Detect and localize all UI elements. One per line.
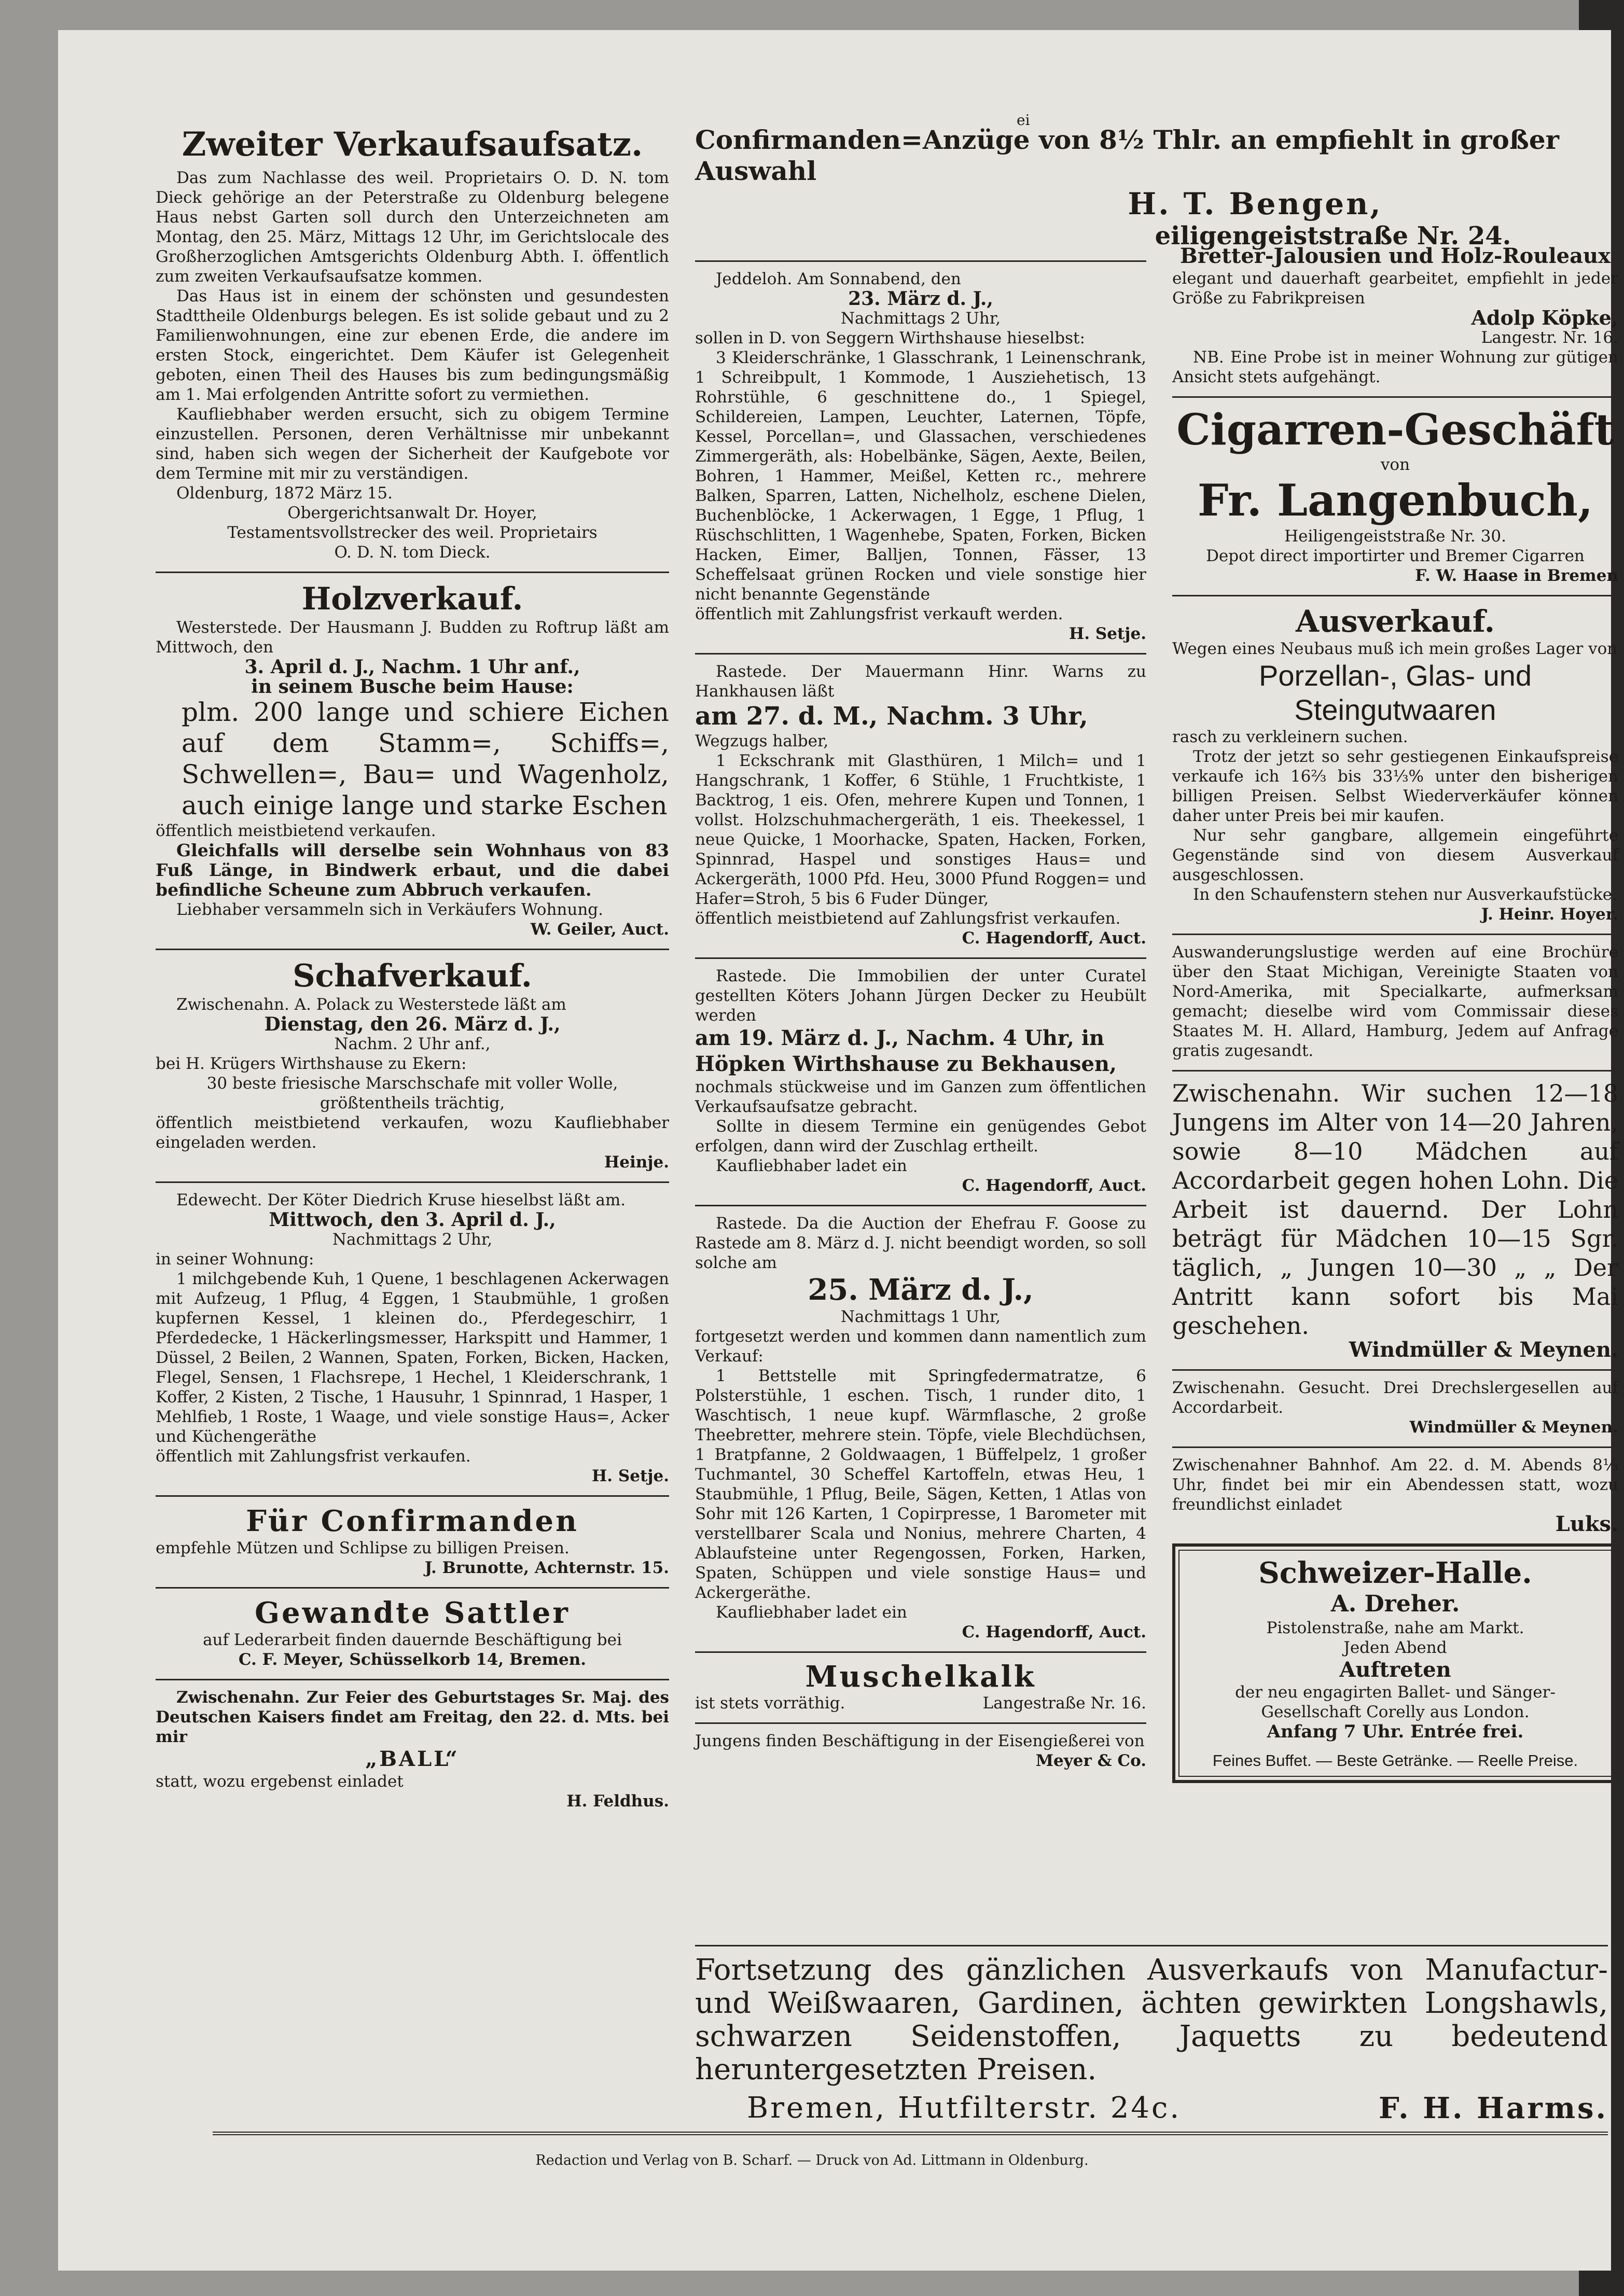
ad-highlight: Auftreten <box>1339 1658 1451 1682</box>
divider <box>1172 1369 1618 1371</box>
ad-date-bold: 23. März d. J., <box>848 288 993 310</box>
ad-text: öffentlich mit Zahlungsfrist verkaufen. <box>156 1447 471 1466</box>
divider <box>695 1651 1146 1653</box>
ad-firm: Adolp Köpke, <box>1471 306 1618 329</box>
ad-address: Pistolenstraße, nahe am Markt. <box>1266 1619 1524 1637</box>
ad-fuer-confirmanden <box>156 1504 669 1578</box>
ad-footer-row <box>695 2092 1608 2125</box>
ad-firm: A. Dreher. <box>1330 1591 1460 1617</box>
ad-address: Heiligengeiststraße Nr. 30. <box>1284 527 1506 546</box>
ad-text: der neu engagirten Ballet- und Sänger-Gesellschaft Corelly aus London. <box>1235 1683 1556 1721</box>
ad-title: Zweiter Verkaufsaufsatz. <box>182 125 643 164</box>
ad-signature: H. Feldhus. <box>566 1792 669 1811</box>
divider <box>1172 396 1618 398</box>
ad-signature: H. Setje. <box>591 1467 669 1485</box>
ad-text: statt, wozu ergebenst einladet <box>156 1772 404 1791</box>
ad-location-bold: in seinem Busche beim Hause: <box>251 676 574 698</box>
divider <box>1172 1446 1618 1448</box>
ad-text: nochmals stückweise und im Ganzen zum öffentlichen Verkaufsaufsatze gebracht. <box>695 1078 1146 1116</box>
ad-text: 1 Bettstelle mit Springfedermatratze, 6 Polsterstühle, 1 eschen. Tisch, 1 runder dito, 1 Waschtisch, 1 neue kupf. Wärmflasche, 2 große Theebretter, mehrere stein. Töpfe, viele Blechdüchsen, 1 Bratpfanne, 2 Goldwaagen, 1 Büffelpelz, 1 großer Tuchmantel, 30 Scheffel Kartoffeln, etwas Heu, 1 Staubmühle, 1 Pflug, Beile, Sägen, Ketten, 1 Atlas von Sohr mit 126 Karten, 1 Copirpresse, 1 Barometer mit verstellbarer Scala und Nonius, mehrere Charten, 4 Ablaufsteine unter Regengossen, Forken, Harken, Spaten, Schüppen und viele sonstige Haus= und Ackergeräthe. <box>695 1367 1146 1602</box>
divider <box>156 949 669 950</box>
ad-title: Bretter-Jalousien und Holz-Rouleaux <box>1180 244 1611 268</box>
ad-text: Nachm. 2 Uhr anf., <box>334 1035 491 1053</box>
ad-text: Zwischenahn. Gesucht. Drei Drechslergesellen auf Accordarbeit. <box>1172 1379 1618 1417</box>
ad-jeddeloh <box>695 269 1146 644</box>
ad-text: Das zum Nachlasse des weil. Proprietairs O. D. N. tom Dieck gehörige an der Peterstraße zu Oldenburg belegene Haus nebst Garten soll durch den Unterzeichneten am Montag, den 25. März, Mittags 12 Uhr, im Gerichtslocale des Großherzoglichen Amtsgerichts Oldenburg Abth. I. öffentlich zum zweiten Verkaufsaufsatze kommen. <box>156 169 669 286</box>
ad-text: Jeddeloh. Am Sonnabend, den <box>716 270 961 288</box>
ad-text: Nur sehr gangbare, allgemein eingeführte Gegenstände sind von diesem Ausverkauf ausgeschlossen. <box>1172 826 1618 884</box>
ad-text-bold: Zwischenahn. Zur Feier des Geburtstages Sr. Maj. des Deutschen Kaisers findet am Freitag, den 22. d. Mts. bei mir <box>156 1688 669 1746</box>
ad-text: Zwischenahn. A. Polack zu Westerstede läßt am <box>176 995 566 1014</box>
ad-holzverkauf <box>156 580 669 939</box>
ad-gewandte-sattler <box>156 1596 669 1669</box>
ad-title: Gewandte Sattler <box>255 1596 570 1630</box>
ad-text: 1 Eckschrank mit Glasthüren, 1 Milch= und 1 Hangschrank, 1 Koffer, 6 Stühle, 1 Fruchtkiste, 1 Backtrog, 1 eis. Ofen, mehrere Kupen und Tonnen, 1 vollst. Holzschuhmachergeräth, 1 eis. Theekessel, 1 neue Quicke, 1 Moorhacke, Spaten, Hacken, Forken, Spinnrad, Haspel und sonstiges Haus= und Ackergeräth, 1000 Pfd. Heu, 3000 Pfund Roggen= und Hafer=Stroh, 5 bis 6 Fuder Dünger, <box>695 752 1146 908</box>
ad-text: von <box>1380 455 1410 474</box>
ad-date-bold: 3. April d. J., Nachm. 1 Uhr anf., <box>244 656 580 678</box>
ad-text: Rastede. Die Immobilien der unter Curatel gestellten Köters Johann Jürgen Decker zu Heubült werden <box>695 967 1146 1025</box>
ad-address: Langestraße Nr. 16. <box>982 1694 1146 1713</box>
ad-text-large: Zwischenahn. Wir suchen 12—18 Jungens im Alter von 14—20 Jahren, sowie 8—10 Mädchen auf Accordarbeit gegen hohen Lohn. Die Arbeit ist dauernd. Der Lohn beträgt für Mädchen 10—15 Sgr. täglich, „ Jungen 10—30 „ „ Der Antritt kann sofort bis Mai geschehen. <box>1172 1079 1618 1340</box>
ad-highlight: 25. März d. J., <box>808 1273 1034 1307</box>
ad-confirmanden-anzuege <box>695 124 1608 251</box>
ad-title: Muschelkalk <box>805 1660 1036 1694</box>
ad-edewecht <box>156 1190 669 1486</box>
ad-jungens-eisengiesserei <box>695 1731 1146 1771</box>
divider <box>695 260 1146 262</box>
ad-address: Bremen, Hutfilterstr. 24c. <box>747 2091 1182 2125</box>
ad-text-bold: Anfang 7 Uhr. Entrée frei. <box>1267 1721 1524 1742</box>
divider <box>156 1495 669 1497</box>
ad-text: bei H. Krügers Wirthshause zu Ekern: <box>156 1054 467 1073</box>
ad-highlight: am 27. d. M., Nachm. 3 Uhr, <box>695 702 1088 731</box>
ad-signature: Windmüller & Meynen. <box>1409 1418 1618 1437</box>
ad-firm: H. T. Bengen, <box>1128 186 1383 221</box>
ad-address: Langestr. Nr. 16. <box>1481 328 1618 347</box>
ad-ball <box>156 1688 669 1811</box>
ad-text: Kaufliebhaber ladet ein <box>716 1603 907 1622</box>
ad-highlight: plm. 200 lange und schiere Eichen auf dem Stamm=, Schiffs=, Schwellen=, Bau= und Wagenholz, auch einige lange und starke Eschen <box>182 697 669 820</box>
ad-text: in seiner Wohnung: <box>156 1250 314 1269</box>
divider <box>1172 595 1618 596</box>
imprint-footer: Redaction und Verlag von B. Scharf. — Druck von Ad. Littmann in Oldenburg. <box>535 2152 1089 2168</box>
ad-text: Wegen eines Neubaus muß ich mein großes Lager von <box>1172 639 1618 658</box>
ad-text: Zwischenahner Bahnhof. Am 22. d. M. Abends 8⅓ Uhr, findet bei mir ein Abendessen statt, wozu freundlichst einladet <box>1172 1456 1618 1514</box>
ad-auswanderung <box>1172 942 1618 1061</box>
ad-rastede-goose <box>695 1214 1146 1642</box>
ad-text: Nachmittags 2 Uhr, <box>332 1230 493 1249</box>
ad-firm: F. H. Harms. <box>1379 2091 1608 2125</box>
ad-date-bold: Mittwoch, den 3. April d. J., <box>269 1209 556 1231</box>
ad-text-bold: Gleichfalls will derselbe sein Wohnhaus von 83 Fuß Länge, in Bindwerk erbaut, und die dabei befindliche Scheune zum Abbruch verkaufen. <box>156 840 669 900</box>
ad-schweizer-halle-box <box>1172 1543 1618 1783</box>
ad-text: 3 Kleiderschränke, 1 Glasschrank, 1 Leinenschrank, 1 Schreibpult, 1 Kommode, 1 Ausziehetisch, 13 Rohrstühle, 6 geschnittene do., 1 Spiegel, Schildereien, Lampen, Leuchter, Laternen, Töpfe, Kessel, Porcellan=, und Glassachen, verschiedenes Zimmergeräth, als: Hobelbänke, Sägen, Aexte, Beilen, Bohren, 1 Hammer, Meißel, Ketten rc., mehrere Balken, Sparren, Latten, Nichelholz, eschene Dielen, Buchenblöcke, 1 Ackerwagen, 1 Egge, 1 Pflug, 1 Rüschschlitten, 1 Wagenhebe, Spaten, Forken, Bicken Hacken, Eimer, Balljen, Tonnen, Fässer, 13 Scheffelsaat grünen Rocken und viele sonstige hier nicht benannte Gegenstände <box>695 349 1146 604</box>
ad-text-row <box>695 1693 1146 1713</box>
ad-signature: C. F. Meyer, Schüsselkorb 14, Bremen. <box>238 1650 587 1669</box>
ad-text: sollen in D. von Seggern Wirthshause hieselbst: <box>695 329 1085 347</box>
ad-text-large: Fortsetzung des gänzlichen Ausverkaufs von Manufactur- und Weißwaaren, Gardinen, ächten gewirkten Longshawls, schwarzen Seidenstoffen, Jaquetts zu bedeutend heruntergesetzten Preisen. <box>695 1953 1608 2086</box>
ad-text: Jungens finden Beschäftigung in der Eisengießerei von <box>695 1732 1145 1750</box>
ad-highlight: „BALL“ <box>365 1747 460 1771</box>
ad-title: Ausverkauf. <box>1296 604 1495 639</box>
ad-text: elegant und dauerhaft gearbeitet, empfiehlt in jeder Größe zu Fabrikpreisen <box>1172 269 1618 308</box>
ad-title: Holzverkauf. <box>301 581 523 617</box>
ad-title: Schafverkauf. <box>293 958 532 994</box>
ad-text: Nachmittags 1 Uhr, <box>840 1307 1001 1326</box>
ad-signature: Luks. <box>1555 1512 1618 1536</box>
ad-cigarren-geschaeft <box>1172 405 1618 586</box>
ad-harms-ausverkauf <box>695 1940 1608 2125</box>
ad-highlight: Porzellan-, Glas- und Steingutwaaren <box>1258 659 1532 726</box>
ad-text: 1 milchgebende Kuh, 1 Quene, 1 beschlagenen Ackerwagen mit Aufzeug, 1 Pflug, 4 Eggen, 1 Staubmühle, 1 großen kupfernen Kessel, 1 kleinen do., Pferdegeschirr, 1 Pferdedecke, 1 Häckerlingsmesser, Harkspitt und Hammer, 1 Düssel, 2 Beilen, 2 Wannen, Spaten, Forken, Bicken, Hacken, Flegel, Sensen, 1 Flachsrepe, 1 Hechel, 1 Kleiderschrank, 1 Koffer, 2 Kisten, 2 Tische, 1 Hausuhr, 1 Spinnrad, 1 Hasper, 1 Mehlfieb, 1 Roste, 1 Waage, und viele sonstige Haus=, Acker und Küchengeräthe <box>156 1270 669 1446</box>
ad-text: Liebhaber versammeln sich in Verkäufers Wohnung. <box>176 900 603 919</box>
ad-signature: Windmüller & Meynen. <box>1349 1338 1618 1362</box>
ad-signature: Meyer & Co. <box>1035 1751 1146 1770</box>
divider <box>156 1181 669 1183</box>
ad-zweiter-verkaufsaufsatz <box>156 124 669 562</box>
ad-bahnhof <box>1172 1455 1618 1534</box>
ad-bretter-jalousien <box>1172 244 1618 387</box>
ad-muschelkalk <box>695 1660 1146 1713</box>
ad-text: öffentlich meistbietend verkaufen, wozu Kaufliebhaber eingeladen werden. <box>156 1114 669 1152</box>
ad-text: Depot direct importirter und Bremer Cigarren <box>1206 547 1585 565</box>
ad-signature: W. Geiler, Auct. <box>530 920 669 939</box>
right-column <box>1172 244 1618 1783</box>
ad-text: F. W. Haase in Bremen <box>1415 566 1618 585</box>
ad-zwischenahn-jungens <box>1172 1079 1618 1360</box>
ad-title: Für Confirmanden <box>246 1504 579 1538</box>
ad-text: ist stets vorräthig. <box>695 1694 845 1713</box>
ad-schafverkauf <box>156 957 669 1172</box>
ad-signature: J. Brunotte, Achternstr. 15. <box>424 1559 669 1577</box>
divider <box>156 1679 669 1680</box>
ad-text: Edewecht. Der Köter Diedrich Kruse hieselbst läßt am. <box>176 1191 626 1209</box>
ad-ausverkauf <box>1172 604 1618 924</box>
ad-text: Nachmittags 2 Uhr, <box>840 309 1001 328</box>
ad-drechsler <box>1172 1378 1618 1437</box>
ad-text: Westerstede. Der Hausmann J. Budden zu Roftrup läßt am Mittwoch, den <box>156 618 669 657</box>
divider <box>695 653 1146 655</box>
ad-rastede-decker <box>695 966 1146 1195</box>
ad-date: Oldenburg, 1872 März 15. <box>176 484 393 503</box>
ad-headline: Confirmanden=Anzüge von 8½ Thlr. an empfiehlt in großer Auswahl <box>695 124 1559 186</box>
ad-highlight: am 19. März d. J., Nachm. 4 Uhr, in Höpken Wirthshause zu Bekhausen, <box>695 1026 1117 1076</box>
divider <box>695 1722 1146 1724</box>
ad-address: eiligengeiststraße Nr. 24. <box>1155 221 1511 251</box>
ad-signature: H. Setje. <box>1068 624 1146 643</box>
ad-text: Kaufliebhaber ladet ein <box>716 1157 907 1175</box>
ad-signature: Heinje. <box>604 1153 669 1172</box>
ad-signature: C. Hagendorff, Auct. <box>962 1176 1146 1195</box>
ad-text: Auswanderungslustige werden auf eine Brochüre über den Staat Michigan, Vereinigte Staaten von Nord-Amerika, mit Specialkarte, aufmerksam gemacht; dieselbe wird vom Commissair dieses Staates M. H. Allard, Hamburg, Jedem auf Anfrage gratis zugesandt. <box>1172 943 1618 1060</box>
ad-signature: Obergerichtsanwalt Dr. Hoyer, <box>287 504 537 522</box>
ad-text: empfehle Mützen und Schlipse zu billigen Preisen. <box>156 1539 570 1557</box>
divider <box>695 1945 1608 1946</box>
ad-text: Rastede. Da die Auction der Ehefrau F. Goose zu Rastede am 8. März d. J. nicht beendigt worden, so soll solche am <box>695 1214 1146 1272</box>
divider <box>1172 934 1618 935</box>
ad-text: Trotz der jetzt so sehr gestiegenen Einkaufspreise verkaufe ich 16⅔ bis 33⅓% unter den bisherigen billigen Preisen. Selbst Wiederverkäufer können daher unter Preis bei mir kaufen. <box>1172 747 1618 825</box>
ad-text: rasch zu verkleinern suchen. <box>1172 728 1408 746</box>
ad-text: öffentlich mit Zahlungsfrist verkauft werden. <box>695 605 1063 623</box>
ad-text: öffentlich meistbietend auf Zahlungsfrist verkaufen. <box>695 909 1121 928</box>
ad-text: Sollte in diesem Termine ein genügendes Gebot erfolgen, dann wird der Zuschlag ertheilt. <box>695 1117 1146 1156</box>
footer-divider <box>213 2132 1608 2135</box>
ad-text: NB. Eine Probe ist in meiner Wohnung zur gütigen Ansicht stets aufgehängt. <box>1172 348 1618 386</box>
ad-date-bold: Dienstag, den 26. März d. J., <box>264 1013 561 1035</box>
ad-signature: O. D. N. tom Dieck. <box>334 543 491 562</box>
ad-text: fortgesetzt werden und kommen dann namentlich zum Verkauf: <box>695 1327 1146 1366</box>
ad-text: Wegzugs halber, <box>695 732 829 750</box>
divider <box>156 1587 669 1589</box>
ad-text: Jeden Abend <box>1343 1638 1447 1657</box>
divider <box>1172 1070 1618 1072</box>
ad-signature: J. Heinr. Hoyer. <box>1481 905 1618 924</box>
top-fragment-text: ei <box>1017 112 1030 129</box>
left-column <box>156 83 669 1820</box>
ad-title: Cigarren-Geschäft <box>1176 405 1614 455</box>
divider <box>695 1205 1146 1206</box>
ad-signature: C. Hagendorff, Auct. <box>962 1623 1146 1641</box>
ad-text: Kaufliebhaber werden ersucht, sich zu obigem Termine einzustellen. Personen, deren Verhältnisse mir unbekannt sind, haben sich wegen der Sicherheit der Kaufgebote vor dem Termine mit mir zu verständigen. <box>156 405 669 483</box>
ad-rastede-warns <box>695 662 1146 948</box>
ad-signature: C. Hagendorff, Auct. <box>962 929 1146 948</box>
divider <box>695 957 1146 959</box>
ad-text: Das Haus ist in einem der schönsten und gesundesten Stadttheile Oldenburgs belegen. Es ist solide gebaut und zu 2 Familienwohnungen, eine zur ebenen Erde, die andere im ersten Stock, eingerichtet. Dem Käufer ist Gelegenheit geboten, einen Theil des Hauses bis zum bedingungsmäßig am 1. Mai erfolgenden Antritte sofort zu vermiethen. <box>156 287 669 404</box>
ad-text: öffentlich meistbietend verkaufen. <box>156 822 436 840</box>
divider <box>156 572 669 573</box>
ad-text: Feines Buffet. — Beste Getränke. — Reelle Preise. <box>1212 1751 1578 1770</box>
ad-text: In den Schaufenstern stehen nur Ausverkaufstücke. <box>1193 885 1617 904</box>
ad-text: Rastede. Der Mauermann Hinr. Warns zu Hankhausen läßt <box>695 662 1146 701</box>
ad-title: Schweizer-Halle. <box>1258 1556 1532 1590</box>
ad-firm: Fr. Langenbuch, <box>1197 475 1593 526</box>
ad-text: auf Lederarbeit finden dauernde Beschäftigung bei <box>203 1631 622 1649</box>
ad-signature: Testamentsvollstrecker des weil. Proprietairs <box>227 523 598 542</box>
ad-text: 30 beste friesische Marschschafe mit voller Wolle, größtentheils trächtig, <box>206 1074 618 1112</box>
